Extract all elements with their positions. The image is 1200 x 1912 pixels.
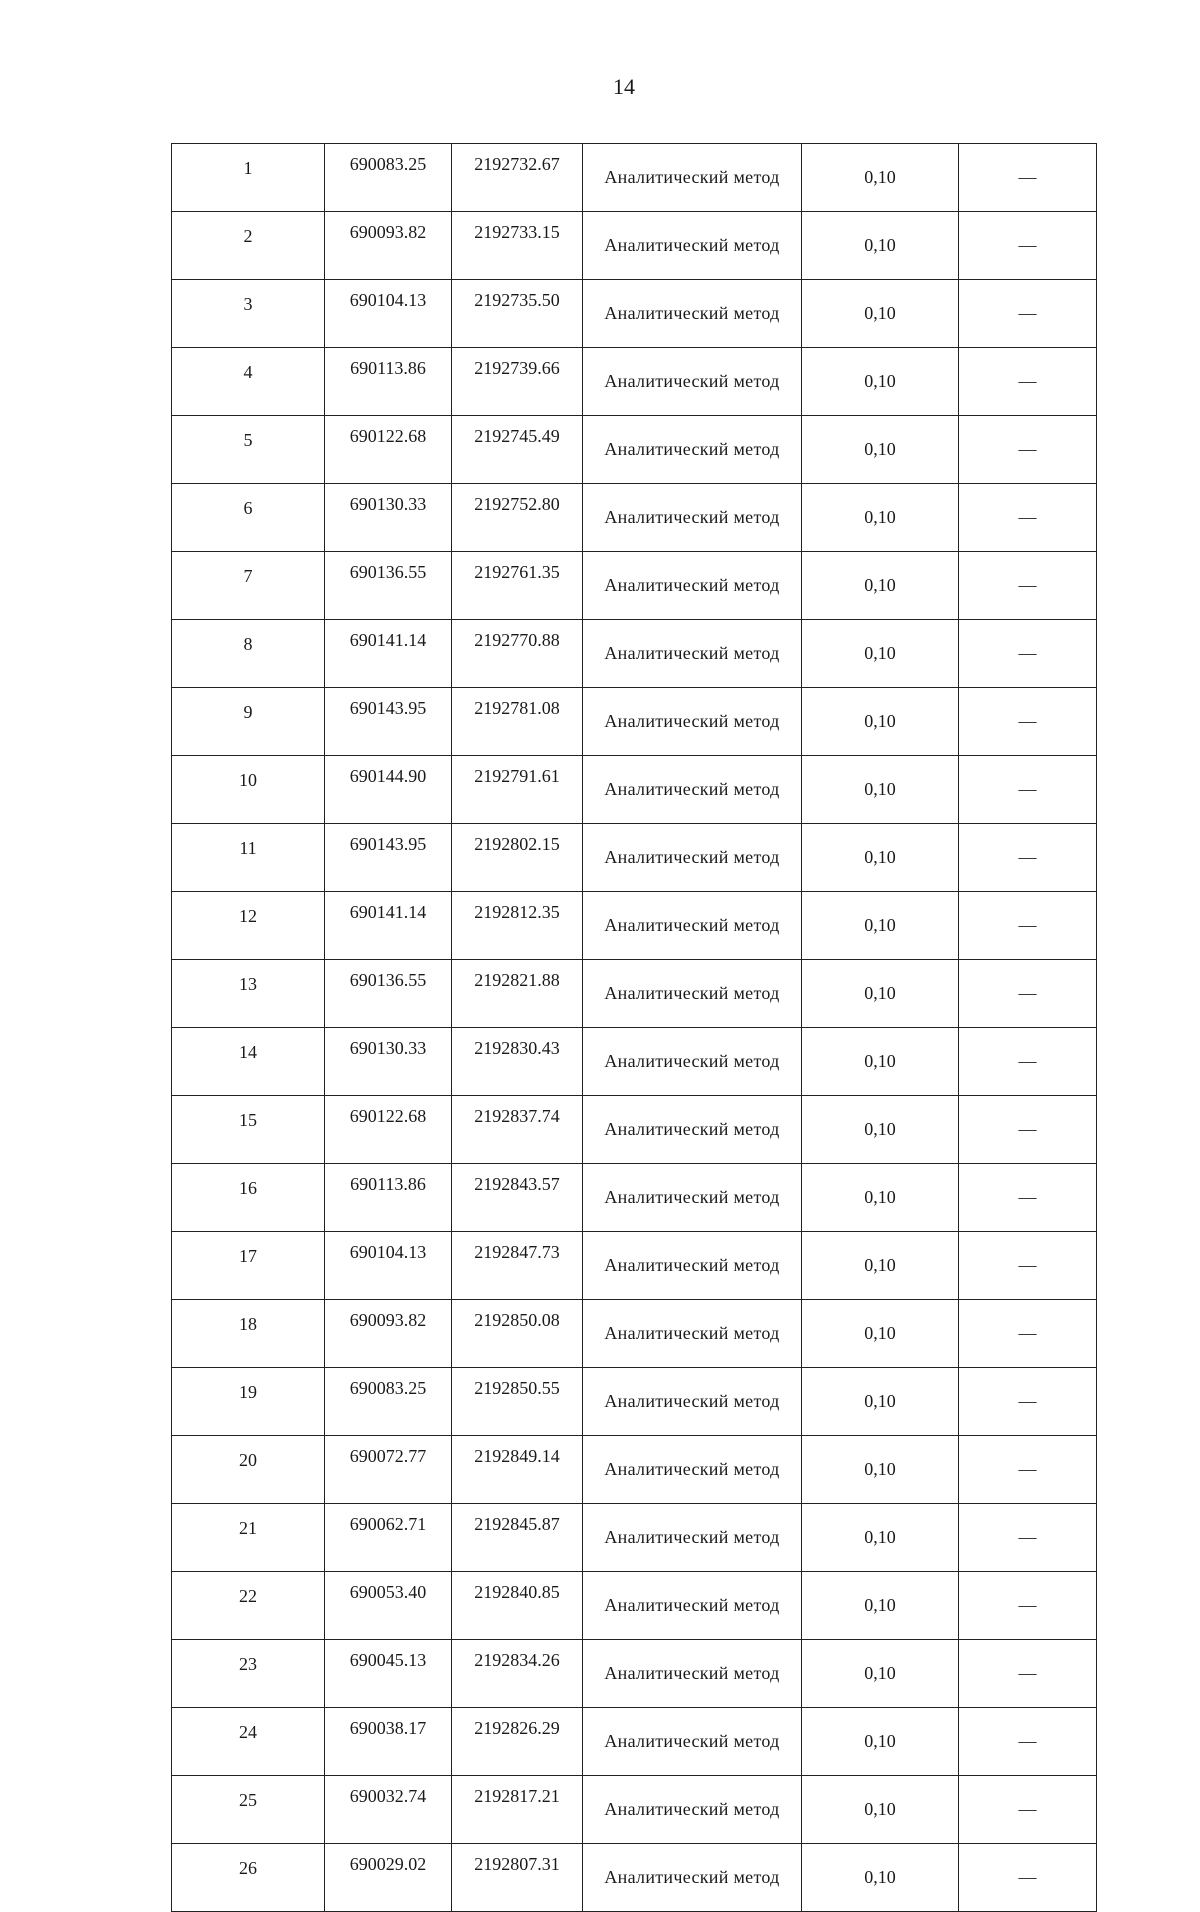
table-row: [172, 1776, 1097, 1844]
method-cell: Аналитический метод: [583, 552, 802, 620]
y-coordinate-cell: 2192850.55: [452, 1368, 583, 1436]
accuracy-cell: 0,10: [802, 1504, 959, 1572]
point-number-cell: 15: [172, 1096, 325, 1164]
y-coordinate-cell: 2192826.29: [452, 1708, 583, 1776]
y-coordinate-cell: 2192807.31: [452, 1844, 583, 1912]
x-coordinate-cell: 690130.33: [325, 484, 452, 552]
accuracy-cell: 0,10: [802, 1232, 959, 1300]
table-row: [172, 348, 1097, 416]
accuracy-cell: 0,10: [802, 1776, 959, 1844]
table-row: [172, 1708, 1097, 1776]
point-number-cell: 9: [172, 688, 325, 756]
x-coordinate-cell: 690093.82: [325, 212, 452, 280]
note-cell: —: [959, 620, 1097, 688]
x-coordinate-cell: 690136.55: [325, 960, 452, 1028]
y-coordinate-cell: 2192830.43: [452, 1028, 583, 1096]
note-cell: —: [959, 348, 1097, 416]
note-cell: —: [959, 824, 1097, 892]
point-number-cell: 19: [172, 1368, 325, 1436]
point-number-cell: 17: [172, 1232, 325, 1300]
method-cell: Аналитический метод: [583, 484, 802, 552]
table-row: [172, 824, 1097, 892]
accuracy-cell: 0,10: [802, 892, 959, 960]
table-row: [172, 1844, 1097, 1912]
note-cell: —: [959, 1096, 1097, 1164]
y-coordinate-cell: 2192843.57: [452, 1164, 583, 1232]
x-coordinate-cell: 690104.13: [325, 1232, 452, 1300]
accuracy-cell: 0,10: [802, 1436, 959, 1504]
note-cell: —: [959, 960, 1097, 1028]
accuracy-cell: 0,10: [802, 1096, 959, 1164]
y-coordinate-cell: 2192840.85: [452, 1572, 583, 1640]
point-number-cell: 11: [172, 824, 325, 892]
table-row: [172, 1232, 1097, 1300]
method-cell: Аналитический метод: [583, 824, 802, 892]
note-cell: —: [959, 688, 1097, 756]
accuracy-cell: 0,10: [802, 1028, 959, 1096]
y-coordinate-cell: 2192733.15: [452, 212, 583, 280]
method-cell: Аналитический метод: [583, 416, 802, 484]
method-cell: Аналитический метод: [583, 1164, 802, 1232]
point-number-cell: 8: [172, 620, 325, 688]
table-row: [172, 620, 1097, 688]
table-row: [172, 1436, 1097, 1504]
method-cell: Аналитический метод: [583, 1436, 802, 1504]
x-coordinate-cell: 690122.68: [325, 416, 452, 484]
y-coordinate-cell: 2192770.88: [452, 620, 583, 688]
point-number-cell: 14: [172, 1028, 325, 1096]
accuracy-cell: 0,10: [802, 416, 959, 484]
accuracy-cell: 0,10: [802, 1844, 959, 1912]
accuracy-cell: 0,10: [802, 688, 959, 756]
x-coordinate-cell: 690032.74: [325, 1776, 452, 1844]
table-row: [172, 892, 1097, 960]
method-cell: Аналитический метод: [583, 1708, 802, 1776]
method-cell: Аналитический метод: [583, 1096, 802, 1164]
point-number-cell: 24: [172, 1708, 325, 1776]
method-cell: Аналитический метод: [583, 212, 802, 280]
table-row: [172, 756, 1097, 824]
method-cell: Аналитический метод: [583, 960, 802, 1028]
y-coordinate-cell: 2192817.21: [452, 1776, 583, 1844]
y-coordinate-cell: 2192802.15: [452, 824, 583, 892]
table-row: [172, 960, 1097, 1028]
note-cell: —: [959, 1436, 1097, 1504]
method-cell: Аналитический метод: [583, 892, 802, 960]
accuracy-cell: 0,10: [802, 1300, 959, 1368]
y-coordinate-cell: 2192821.88: [452, 960, 583, 1028]
method-cell: Аналитический метод: [583, 1028, 802, 1096]
accuracy-cell: 0,10: [802, 144, 959, 212]
method-cell: Аналитический метод: [583, 756, 802, 824]
method-cell: Аналитический метод: [583, 1232, 802, 1300]
y-coordinate-cell: 2192850.08: [452, 1300, 583, 1368]
accuracy-cell: 0,10: [802, 1708, 959, 1776]
note-cell: —: [959, 756, 1097, 824]
accuracy-cell: 0,10: [802, 960, 959, 1028]
y-coordinate-cell: 2192845.87: [452, 1504, 583, 1572]
note-cell: —: [959, 484, 1097, 552]
y-coordinate-cell: 2192735.50: [452, 280, 583, 348]
accuracy-cell: 0,10: [802, 1368, 959, 1436]
table-row: [172, 1300, 1097, 1368]
point-number-cell: 10: [172, 756, 325, 824]
table-row: [172, 484, 1097, 552]
accuracy-cell: 0,10: [802, 552, 959, 620]
note-cell: —: [959, 1572, 1097, 1640]
note-cell: —: [959, 1300, 1097, 1368]
x-coordinate-cell: 690093.82: [325, 1300, 452, 1368]
y-coordinate-cell: 2192761.35: [452, 552, 583, 620]
point-number-cell: 6: [172, 484, 325, 552]
note-cell: —: [959, 1232, 1097, 1300]
point-number-cell: 12: [172, 892, 325, 960]
x-coordinate-cell: 690143.95: [325, 824, 452, 892]
accuracy-cell: 0,10: [802, 484, 959, 552]
note-cell: —: [959, 1640, 1097, 1708]
x-coordinate-cell: 690141.14: [325, 892, 452, 960]
point-number-cell: 21: [172, 1504, 325, 1572]
point-number-cell: 3: [172, 280, 325, 348]
accuracy-cell: 0,10: [802, 620, 959, 688]
y-coordinate-cell: 2192739.66: [452, 348, 583, 416]
y-coordinate-cell: 2192732.67: [452, 144, 583, 212]
point-number-cell: 1: [172, 144, 325, 212]
x-coordinate-cell: 690038.17: [325, 1708, 452, 1776]
method-cell: Аналитический метод: [583, 1844, 802, 1912]
point-number-cell: 26: [172, 1844, 325, 1912]
x-coordinate-cell: 690062.71: [325, 1504, 452, 1572]
table-row: [172, 212, 1097, 280]
y-coordinate-cell: 2192781.08: [452, 688, 583, 756]
table-row: [172, 1096, 1097, 1164]
accuracy-cell: 0,10: [802, 1164, 959, 1232]
note-cell: —: [959, 1844, 1097, 1912]
point-number-cell: 18: [172, 1300, 325, 1368]
method-cell: Аналитический метод: [583, 1572, 802, 1640]
coordinates-table-body: [172, 144, 1097, 1912]
method-cell: Аналитический метод: [583, 348, 802, 416]
note-cell: —: [959, 1028, 1097, 1096]
accuracy-cell: 0,10: [802, 824, 959, 892]
x-coordinate-cell: 690136.55: [325, 552, 452, 620]
point-number-cell: 25: [172, 1776, 325, 1844]
point-number-cell: 20: [172, 1436, 325, 1504]
y-coordinate-cell: 2192834.26: [452, 1640, 583, 1708]
accuracy-cell: 0,10: [802, 348, 959, 416]
y-coordinate-cell: 2192837.74: [452, 1096, 583, 1164]
note-cell: —: [959, 280, 1097, 348]
table-row: [172, 1640, 1097, 1708]
point-number-cell: 16: [172, 1164, 325, 1232]
x-coordinate-cell: 690083.25: [325, 144, 452, 212]
y-coordinate-cell: 2192745.49: [452, 416, 583, 484]
accuracy-cell: 0,10: [802, 756, 959, 824]
point-number-cell: 7: [172, 552, 325, 620]
table-row: [172, 144, 1097, 212]
x-coordinate-cell: 690104.13: [325, 280, 452, 348]
page-number: 14: [613, 74, 635, 99]
point-number-cell: 22: [172, 1572, 325, 1640]
x-coordinate-cell: 690122.68: [325, 1096, 452, 1164]
note-cell: —: [959, 1504, 1097, 1572]
point-number-cell: 5: [172, 416, 325, 484]
method-cell: Аналитический метод: [583, 688, 802, 756]
method-cell: Аналитический метод: [583, 1504, 802, 1572]
table-row: [172, 1572, 1097, 1640]
method-cell: Аналитический метод: [583, 144, 802, 212]
note-cell: —: [959, 1164, 1097, 1232]
y-coordinate-cell: 2192791.61: [452, 756, 583, 824]
x-coordinate-cell: 690143.95: [325, 688, 452, 756]
accuracy-cell: 0,10: [802, 1640, 959, 1708]
coordinates-table: [171, 143, 1097, 1912]
note-cell: —: [959, 1776, 1097, 1844]
note-cell: —: [959, 552, 1097, 620]
point-number-cell: 13: [172, 960, 325, 1028]
table-row: [172, 416, 1097, 484]
method-cell: Аналитический метод: [583, 1776, 802, 1844]
method-cell: Аналитический метод: [583, 1300, 802, 1368]
note-cell: —: [959, 416, 1097, 484]
table-row: [172, 1368, 1097, 1436]
note-cell: —: [959, 144, 1097, 212]
point-number-cell: 4: [172, 348, 325, 416]
x-coordinate-cell: 690029.02: [325, 1844, 452, 1912]
note-cell: —: [959, 1368, 1097, 1436]
table-row: [172, 280, 1097, 348]
note-cell: —: [959, 212, 1097, 280]
table-row: [172, 688, 1097, 756]
x-coordinate-cell: 690144.90: [325, 756, 452, 824]
x-coordinate-cell: 690113.86: [325, 348, 452, 416]
x-coordinate-cell: 690130.33: [325, 1028, 452, 1096]
x-coordinate-cell: 690113.86: [325, 1164, 452, 1232]
y-coordinate-cell: 2192849.14: [452, 1436, 583, 1504]
note-cell: —: [959, 892, 1097, 960]
note-cell: —: [959, 1708, 1097, 1776]
method-cell: Аналитический метод: [583, 620, 802, 688]
y-coordinate-cell: 2192752.80: [452, 484, 583, 552]
method-cell: Аналитический метод: [583, 1640, 802, 1708]
table-row: [172, 1028, 1097, 1096]
x-coordinate-cell: 690053.40: [325, 1572, 452, 1640]
y-coordinate-cell: 2192847.73: [452, 1232, 583, 1300]
y-coordinate-cell: 2192812.35: [452, 892, 583, 960]
accuracy-cell: 0,10: [802, 280, 959, 348]
method-cell: Аналитический метод: [583, 280, 802, 348]
table-row: [172, 552, 1097, 620]
accuracy-cell: 0,10: [802, 1572, 959, 1640]
method-cell: Аналитический метод: [583, 1368, 802, 1436]
table-row: [172, 1504, 1097, 1572]
x-coordinate-cell: 690141.14: [325, 620, 452, 688]
x-coordinate-cell: 690045.13: [325, 1640, 452, 1708]
accuracy-cell: 0,10: [802, 212, 959, 280]
x-coordinate-cell: 690083.25: [325, 1368, 452, 1436]
point-number-cell: 23: [172, 1640, 325, 1708]
point-number-cell: 2: [172, 212, 325, 280]
x-coordinate-cell: 690072.77: [325, 1436, 452, 1504]
table-row: [172, 1164, 1097, 1232]
